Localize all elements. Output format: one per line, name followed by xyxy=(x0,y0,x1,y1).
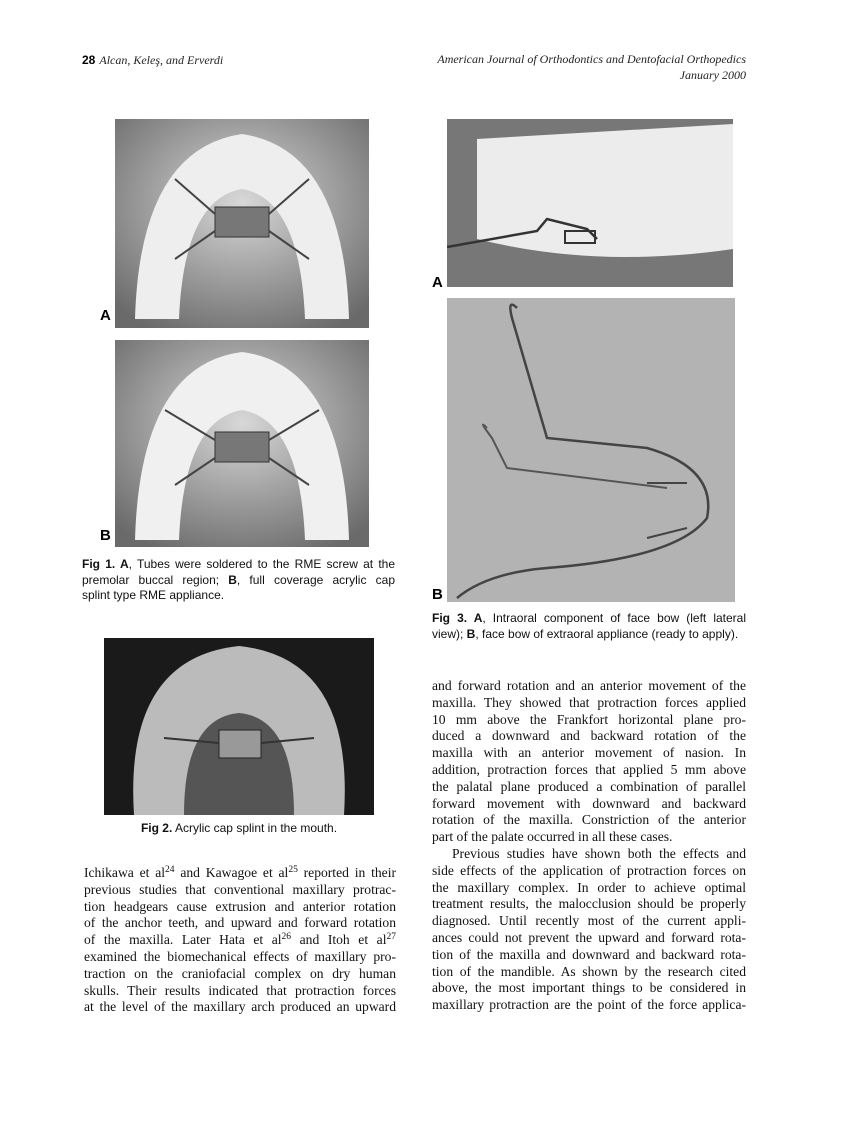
fig1b-image-acrylic-cap-splint xyxy=(115,340,369,547)
running-header-left xyxy=(82,51,223,69)
text-segment: of the maxilla. Later Hata et al xyxy=(84,932,282,948)
text-segment: and Itoh et al xyxy=(291,932,387,948)
fig1-panel-label-b: B xyxy=(100,527,111,544)
text-segment: , face bow of extraoral appliance (ready to apply). xyxy=(475,626,739,641)
text-segment: Fig 3. A xyxy=(432,611,483,625)
text-line xyxy=(432,863,746,880)
fig3-panel-label-b: B xyxy=(432,586,443,603)
text-segment: maxilla. They showed that protraction forces applied xyxy=(432,694,746,710)
text-segment: , Tubes were soldered to the RME screw at the xyxy=(128,557,396,571)
text-segment: and forward rotation and an anterior movement of the xyxy=(432,678,746,693)
text-segment: examined the biomechanical effects of maxillary pro- xyxy=(84,948,396,964)
text-segment: part of the palate occurred in all these cases. xyxy=(432,829,673,845)
text-segment: side effects of the application of protraction forces on xyxy=(432,862,746,878)
text-line xyxy=(84,932,396,949)
text-line xyxy=(432,846,746,863)
text-line xyxy=(84,966,396,983)
text-line xyxy=(432,947,746,964)
fig3-caption xyxy=(432,611,746,642)
fig1a-image-dental-cast-rme xyxy=(115,119,369,328)
authors: Alcan, Keleş, and Erverdi xyxy=(99,53,224,67)
fig2-image-splint-in-mouth xyxy=(104,638,374,815)
text-segment: forward movement with downward and backward xyxy=(432,795,746,811)
text-segment: B xyxy=(466,626,476,641)
text-line xyxy=(84,882,396,899)
text-line xyxy=(432,930,746,947)
text-segment: B xyxy=(228,572,237,587)
text-line xyxy=(432,712,746,729)
text-line xyxy=(432,678,746,695)
text-segment: of the anchor teeth, and upward and forward rotation xyxy=(84,915,396,931)
issue-date: January 2000 xyxy=(679,68,746,82)
text-segment: addition, protraction forces that applied 5 mm above xyxy=(432,761,746,777)
text-line xyxy=(432,762,746,779)
citation-superscript: 25 xyxy=(288,865,298,875)
text-line xyxy=(84,865,396,882)
text-segment: Fig 2. xyxy=(140,821,173,835)
text-segment: diagnosed. Until recently most of the current appli- xyxy=(432,913,746,929)
text-line xyxy=(432,728,746,745)
text-line xyxy=(432,964,746,981)
text-line xyxy=(432,611,746,627)
citation-superscript: 24 xyxy=(165,865,175,875)
text-line xyxy=(432,627,746,643)
citation-superscript: 26 xyxy=(281,932,292,943)
text-segment: Previous studies have shown both the effects and xyxy=(452,845,746,861)
text-segment: maxillary protraction are the point of the force applica- xyxy=(432,997,746,1013)
text-segment: tion headgears cause extrusion and anterior rotation xyxy=(84,898,396,914)
text-segment: the palatal plane produced a combination of parallel xyxy=(432,778,746,794)
running-header-right xyxy=(437,51,746,83)
text-segment: the maxillary complex. In order to achieve optimal xyxy=(432,879,746,895)
text-segment: treatment results, the malocclusion should be properly xyxy=(432,896,746,912)
text-line xyxy=(84,999,396,1016)
text-line xyxy=(432,829,746,846)
text-segment: duced a downward and backward rotation of the xyxy=(432,728,746,744)
text-segment: view); xyxy=(432,626,467,641)
text-line xyxy=(84,915,396,932)
text-line xyxy=(84,983,396,1000)
fig2-caption xyxy=(104,821,374,837)
text-line xyxy=(82,557,395,573)
text-segment: tion of the maxilla and downward and backward rota- xyxy=(432,946,746,962)
fig3a-image-intraoral-face-bow xyxy=(447,119,733,287)
text-segment: skulls. Their results indicated that protraction forces xyxy=(84,982,396,998)
journal-title: American Journal of Orthodontics and Dentofacial Orthopedics xyxy=(437,52,746,66)
fig3-panel-label-a: A xyxy=(432,274,443,291)
text-line xyxy=(82,573,395,589)
text-segment: traction on the craniofacial complex on dry human xyxy=(84,965,396,981)
text-line xyxy=(432,779,746,796)
text-segment: ances could not prevent the upward and forward rota- xyxy=(432,929,746,945)
text-line xyxy=(432,980,746,997)
body-text-left-column xyxy=(84,865,396,1016)
text-segment: splint type RME appliance. xyxy=(82,588,225,602)
text-line xyxy=(104,821,374,837)
text-line xyxy=(432,997,746,1014)
text-line xyxy=(432,913,746,930)
text-line xyxy=(84,949,396,966)
text-line xyxy=(432,812,746,829)
text-segment: , Intraoral component of face bow (left lateral xyxy=(482,611,746,625)
text-line xyxy=(432,896,746,913)
text-segment: , full coverage acrylic cap xyxy=(236,572,395,587)
page-number: 28 xyxy=(82,53,96,67)
text-segment: and Kawagoe et al xyxy=(174,865,289,880)
text-segment: Ichikawa et al xyxy=(84,865,166,880)
text-segment: maxilla with an anterior movement of nasion. In xyxy=(432,745,746,761)
text-segment: 10 mm above the Frankfort horizontal plane pro- xyxy=(432,711,746,727)
fig1-caption xyxy=(82,557,395,604)
text-line xyxy=(432,796,746,813)
body-text-right-column xyxy=(432,678,746,1014)
fig3b-image-extraoral-face-bow xyxy=(447,298,735,602)
text-segment: reported in their xyxy=(297,865,397,880)
text-segment: tion of the mandible. As shown by the research cited xyxy=(432,963,746,979)
text-segment: Acrylic cap splint in the mouth. xyxy=(172,821,338,835)
text-line xyxy=(84,899,396,916)
text-segment: rotation of the maxilla. Constriction of the anterior xyxy=(432,812,746,828)
text-segment: above, the most important things to be considered in xyxy=(432,980,746,996)
text-segment: Fig 1. A xyxy=(82,557,129,571)
text-segment: premolar buccal region; xyxy=(82,572,229,587)
text-segment: at the level of the maxillary arch produced an upward xyxy=(84,999,396,1015)
text-line xyxy=(432,745,746,762)
text-line xyxy=(432,695,746,712)
text-segment: previous studies that conventional maxillary protrac- xyxy=(84,881,396,897)
fig1-panel-label-a: A xyxy=(100,307,111,324)
citation-superscript: 27 xyxy=(386,932,396,943)
text-line xyxy=(432,880,746,897)
text-line xyxy=(82,588,395,604)
